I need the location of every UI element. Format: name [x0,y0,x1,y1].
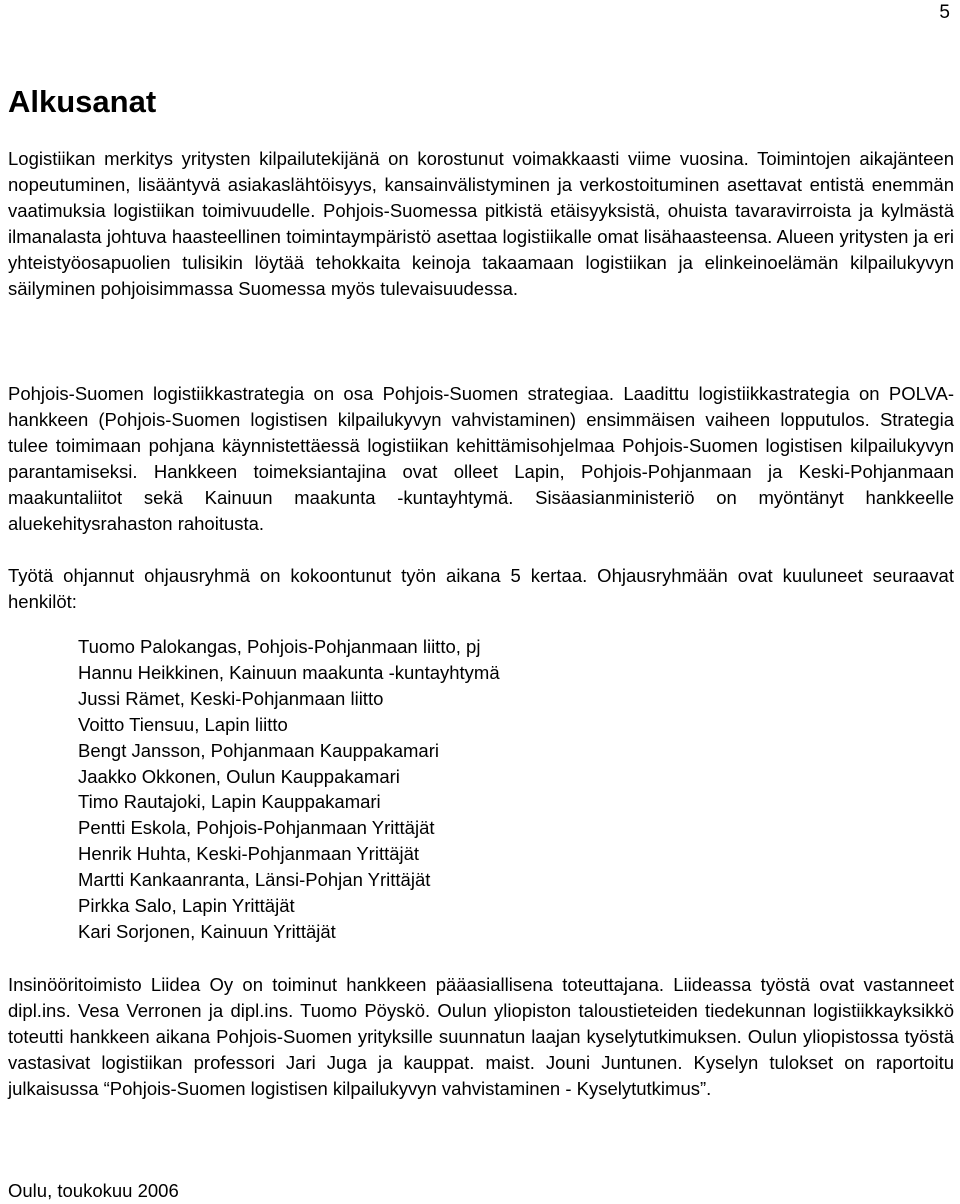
place-and-date: Oulu, toukokuu 2006 [8,1180,179,1201]
list-item: Bengt Jansson, Pohjanmaan Kauppakamari [78,739,439,761]
list-item: Pirkka Salo, Lapin Yrittäjät [78,895,295,917]
list-item: Jussi Rämet, Keski-Pohjanmaan liitto [78,687,384,709]
list-item: Henrik Huhta, Keski-Pohjanmaan Yrittäjät [78,843,420,865]
strategy-paragraph: Pohjois-Suomen logistiikkastrategia on osa Pohjois-Suomen strategiaa. Laadittu logistiikkastrategia on POLVA-hankkeen (Pohjois-Suomen logistisen kilpailukyvyn vahvistaminen) ensimmäisen vaiheen lopputulos. Strategia tulee toimimaan pohjana käynnistettäessä logistiikan kehittämisohjelmaa Pohjois-Suomen logistisen kilpailukyvyn parantamiseksi. Hankkeen toimeksiantajina ovat olleet Lapin, Pohjois-Pohjanmaan ja Keski-Pohjanmaan maakuntaliitot sekä Kainuun maakunta -kuntayhtymä. Sisäasianministeriö on myöntänyt hankkeelle aluekehitysrahaston rahoitusta. [8,383,954,534]
steering-group-paragraph: Työtä ohjannut ohjausryhmä on kokoontunut työn aikana 5 kertaa. Ohjausryhmään ovat kuuluneet seuraavat henkilöt: [8,565,954,612]
page-title: Alkusanat [8,84,157,119]
intro-paragraph: Logistiikan merkitys yritysten kilpailutekijänä on korostunut voimakkaasti viime vuosina. Toimintojen aikajänteen nopeutuminen, lisääntyvä asiakaslähtöisyys, kansainvälistyminen ja verkostoituminen asettavat entistä enemmän vaatimuksia logistiikan toimivuudelle. Pohjois-Suomessa pitkistä etäisyyksistä, ohuista tavaravirroista ja kylmästä ilmanalasta johtuva haasteellinen toimintaympäristö asettaa logistiikalle omat lisähaasteensa. Alueen yritysten ja eri yhteistyöosapuolien tulisikin löytää tehokkaita keinoja takaamaan logistiikan ja elinkeinoelämän kilpailukyvyn säilyminen pohjoisimmassa Suomessa myös tulevaisuudessa. [8,148,954,299]
steering-group-list [78,634,500,945]
list-item: Pentti Eskola, Pohjois-Pohjanmaan Yrittäjät [78,817,435,839]
list-item: Jaakko Okkonen, Oulun Kauppakamari [78,765,400,787]
implementation-paragraph: Insinööritoimisto Liidea Oy on toiminut hankkeen pääasiallisena toteuttajana. Liideassa työstä ovat vastanneet dipl.ins. Vesa Verronen ja dipl.ins. Tuomo Pöyskö. Oulun yliopiston taloustieteiden tiedekunnan logistiikkayksikkö toteutti hankkeen aikana Pohjois-Suomen yrityksille suunnatun laajan kyselytutkimuksen. Oulun yliopistossa työstä vastasivat logistiikan professori Jari Juga ja kauppat. maist. Jouni Juntunen. Kyselyn tulokset on raportoitu julkaisussa “Pohjois-Suomen logistisen kilpailukyvyn vahvistaminen - Kyselytutkimus”. [8,974,954,1099]
list-item: Kari Sorjonen, Kainuun Yrittäjät [78,920,336,942]
list-item: Voitto Tiensuu, Lapin liitto [78,713,288,735]
page-number: 5 [939,2,950,23]
list-item: Timo Rautajoki, Lapin Kauppakamari [78,791,381,813]
list-item: Martti Kankaanranta, Länsi-Pohjan Yrittäjät [78,869,431,891]
list-item: Tuomo Palokangas, Pohjois-Pohjanmaan liitto, pj [78,636,481,657]
list-item: Hannu Heikkinen, Kainuun maakunta -kuntayhtymä [78,661,500,683]
